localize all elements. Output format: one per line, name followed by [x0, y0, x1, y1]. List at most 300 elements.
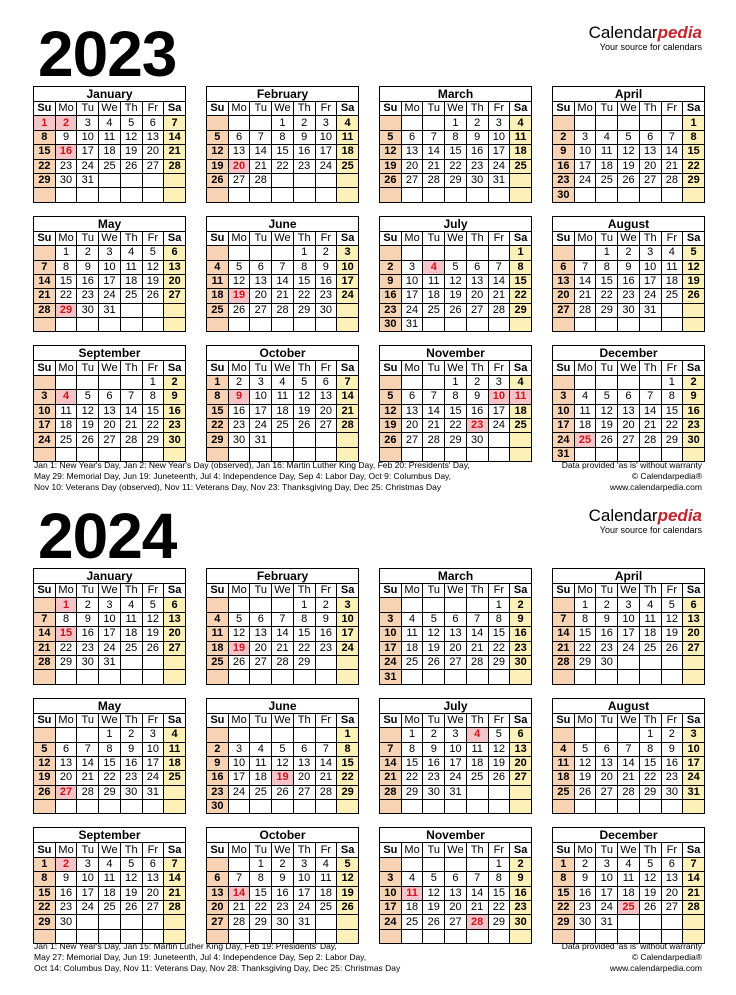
- day-cell[interactable]: 7: [228, 872, 250, 886]
- day-cell[interactable]: 29: [445, 433, 467, 447]
- day-cell[interactable]: 1: [488, 598, 510, 612]
- day-cell[interactable]: 4: [99, 116, 121, 130]
- day-cell[interactable]: 19: [596, 419, 618, 433]
- day-cell[interactable]: 3: [574, 130, 596, 144]
- day-cell[interactable]: 7: [250, 130, 272, 144]
- day-cell[interactable]: 22: [55, 289, 77, 303]
- day-cell[interactable]: 26: [380, 433, 402, 447]
- day-cell[interactable]: 29: [34, 173, 56, 187]
- day-cell[interactable]: 18: [639, 627, 661, 641]
- day-cell[interactable]: 28: [553, 655, 575, 669]
- day-cell[interactable]: 21: [164, 145, 186, 159]
- day-cell[interactable]: 26: [207, 173, 229, 187]
- day-cell[interactable]: 24: [445, 771, 467, 785]
- day-cell[interactable]: 11: [337, 130, 359, 144]
- day-cell[interactable]: 11: [315, 872, 337, 886]
- day-cell[interactable]: 10: [488, 390, 510, 404]
- day-cell[interactable]: 5: [77, 390, 99, 404]
- day-cell[interactable]: 12: [77, 404, 99, 418]
- day-cell[interactable]: 1: [445, 116, 467, 130]
- day-cell[interactable]: 26: [639, 901, 661, 915]
- day-cell[interactable]: 30: [466, 173, 488, 187]
- day-cell[interactable]: 26: [228, 655, 250, 669]
- day-cell[interactable]: 29: [337, 785, 359, 799]
- day-cell[interactable]: 8: [553, 872, 575, 886]
- day-cell[interactable]: 30: [228, 433, 250, 447]
- day-cell[interactable]: 16: [618, 274, 640, 288]
- day-cell[interactable]: 14: [423, 404, 445, 418]
- day-cell[interactable]: 30: [272, 915, 294, 929]
- day-cell[interactable]: 8: [207, 390, 229, 404]
- day-cell[interactable]: 11: [466, 742, 488, 756]
- day-cell[interactable]: 27: [142, 159, 164, 173]
- day-cell[interactable]: 5: [661, 598, 683, 612]
- day-cell[interactable]: 16: [510, 886, 532, 900]
- day-cell[interactable]: 24: [34, 433, 56, 447]
- day-cell[interactable]: 20: [142, 145, 164, 159]
- day-cell[interactable]: 4: [401, 872, 423, 886]
- day-cell[interactable]: 29: [639, 785, 661, 799]
- day-cell[interactable]: 20: [99, 419, 121, 433]
- day-cell[interactable]: 11: [639, 612, 661, 626]
- day-cell[interactable]: 9: [596, 612, 618, 626]
- day-cell[interactable]: 26: [77, 433, 99, 447]
- day-cell[interactable]: 22: [488, 641, 510, 655]
- day-cell[interactable]: 29: [293, 303, 315, 317]
- day-cell[interactable]: 1: [401, 728, 423, 742]
- day-cell[interactable]: 6: [250, 260, 272, 274]
- day-cell[interactable]: 11: [164, 742, 186, 756]
- day-cell[interactable]: 19: [337, 886, 359, 900]
- day-cell[interactable]: 17: [142, 756, 164, 770]
- day-cell[interactable]: 19: [574, 771, 596, 785]
- day-cell[interactable]: 6: [55, 742, 77, 756]
- day-cell[interactable]: 13: [250, 627, 272, 641]
- day-cell[interactable]: 18: [596, 159, 618, 173]
- day-cell[interactable]: 4: [423, 260, 445, 274]
- day-cell[interactable]: 1: [639, 728, 661, 742]
- day-cell[interactable]: 6: [445, 612, 467, 626]
- day-cell[interactable]: 2: [315, 246, 337, 260]
- day-cell[interactable]: 30: [55, 915, 77, 929]
- day-cell[interactable]: 27: [683, 641, 705, 655]
- day-cell[interactable]: 20: [164, 627, 186, 641]
- day-cell[interactable]: 16: [510, 627, 532, 641]
- day-cell[interactable]: 18: [120, 274, 142, 288]
- day-cell[interactable]: 17: [99, 627, 121, 641]
- day-cell[interactable]: 6: [445, 872, 467, 886]
- day-cell[interactable]: 2: [553, 130, 575, 144]
- day-cell[interactable]: 28: [164, 159, 186, 173]
- day-cell[interactable]: 6: [553, 260, 575, 274]
- day-cell[interactable]: 14: [683, 872, 705, 886]
- day-cell[interactable]: 31: [401, 318, 423, 332]
- day-cell[interactable]: 8: [488, 872, 510, 886]
- day-cell[interactable]: 3: [401, 260, 423, 274]
- day-cell[interactable]: 23: [510, 901, 532, 915]
- day-cell[interactable]: 14: [120, 404, 142, 418]
- day-cell[interactable]: 30: [423, 785, 445, 799]
- day-cell[interactable]: 3: [683, 728, 705, 742]
- day-cell[interactable]: 20: [445, 641, 467, 655]
- day-cell[interactable]: 24: [380, 915, 402, 929]
- day-cell[interactable]: 22: [553, 901, 575, 915]
- day-cell[interactable]: 6: [142, 857, 164, 871]
- day-cell[interactable]: 14: [34, 274, 56, 288]
- day-cell[interactable]: 1: [55, 246, 77, 260]
- day-cell[interactable]: 15: [34, 145, 56, 159]
- day-cell[interactable]: 25: [272, 419, 294, 433]
- day-cell[interactable]: 2: [423, 728, 445, 742]
- day-cell[interactable]: 23: [315, 641, 337, 655]
- day-cell[interactable]: 29: [510, 303, 532, 317]
- day-cell[interactable]: 7: [423, 130, 445, 144]
- day-cell[interactable]: 29: [661, 433, 683, 447]
- day-cell[interactable]: 29: [293, 655, 315, 669]
- day-cell[interactable]: 21: [466, 901, 488, 915]
- day-cell[interactable]: 15: [99, 756, 121, 770]
- day-cell[interactable]: 27: [293, 785, 315, 799]
- day-cell[interactable]: 15: [510, 274, 532, 288]
- day-cell[interactable]: 9: [120, 742, 142, 756]
- day-cell[interactable]: 11: [120, 612, 142, 626]
- day-cell[interactable]: 25: [423, 303, 445, 317]
- day-cell[interactable]: 20: [553, 289, 575, 303]
- day-cell[interactable]: 1: [445, 375, 467, 389]
- day-cell[interactable]: 8: [142, 390, 164, 404]
- day-cell[interactable]: 11: [207, 627, 229, 641]
- day-cell[interactable]: 28: [250, 173, 272, 187]
- day-cell[interactable]: 18: [207, 289, 229, 303]
- day-cell[interactable]: 5: [34, 742, 56, 756]
- day-cell[interactable]: 17: [488, 404, 510, 418]
- day-cell[interactable]: 26: [120, 159, 142, 173]
- day-cell[interactable]: 13: [445, 627, 467, 641]
- day-cell[interactable]: 30: [683, 433, 705, 447]
- day-cell[interactable]: 22: [683, 159, 705, 173]
- day-cell[interactable]: 8: [293, 612, 315, 626]
- day-cell[interactable]: 27: [55, 785, 77, 799]
- day-cell[interactable]: 4: [315, 857, 337, 871]
- day-cell[interactable]: 13: [639, 145, 661, 159]
- day-cell[interactable]: 11: [401, 886, 423, 900]
- day-cell[interactable]: 30: [466, 433, 488, 447]
- day-cell[interactable]: 14: [272, 274, 294, 288]
- day-cell[interactable]: 15: [488, 886, 510, 900]
- website-link[interactable]: www.calendarpedia.com: [609, 482, 702, 492]
- day-cell[interactable]: 25: [207, 303, 229, 317]
- day-cell[interactable]: 15: [293, 274, 315, 288]
- day-cell[interactable]: 3: [445, 728, 467, 742]
- day-cell[interactable]: 21: [34, 289, 56, 303]
- day-cell[interactable]: 14: [466, 886, 488, 900]
- day-cell[interactable]: 23: [228, 419, 250, 433]
- day-cell[interactable]: 4: [272, 375, 294, 389]
- day-cell[interactable]: 19: [228, 289, 250, 303]
- day-cell[interactable]: 12: [618, 145, 640, 159]
- day-cell[interactable]: 30: [315, 303, 337, 317]
- day-cell[interactable]: 17: [639, 274, 661, 288]
- day-cell[interactable]: 30: [207, 800, 229, 814]
- day-cell[interactable]: 18: [510, 404, 532, 418]
- day-cell[interactable]: 18: [99, 886, 121, 900]
- day-cell[interactable]: 22: [596, 289, 618, 303]
- day-cell[interactable]: 25: [574, 433, 596, 447]
- day-cell[interactable]: 21: [423, 159, 445, 173]
- day-cell[interactable]: 3: [34, 390, 56, 404]
- day-cell[interactable]: 22: [445, 159, 467, 173]
- day-cell[interactable]: 7: [488, 260, 510, 274]
- day-cell[interactable]: 17: [574, 159, 596, 173]
- day-cell[interactable]: 30: [120, 785, 142, 799]
- day-cell[interactable]: 12: [683, 260, 705, 274]
- day-cell[interactable]: 28: [466, 655, 488, 669]
- day-cell[interactable]: 18: [401, 641, 423, 655]
- day-cell[interactable]: 11: [207, 274, 229, 288]
- day-cell[interactable]: 28: [272, 655, 294, 669]
- day-cell[interactable]: 19: [293, 404, 315, 418]
- day-cell[interactable]: 22: [401, 771, 423, 785]
- day-cell[interactable]: 5: [618, 130, 640, 144]
- day-cell[interactable]: 22: [34, 159, 56, 173]
- day-cell[interactable]: 27: [553, 303, 575, 317]
- day-cell[interactable]: 28: [272, 303, 294, 317]
- day-cell[interactable]: 29: [488, 915, 510, 929]
- day-cell[interactable]: 28: [639, 433, 661, 447]
- day-cell[interactable]: 7: [380, 742, 402, 756]
- day-cell[interactable]: 25: [207, 655, 229, 669]
- day-cell[interactable]: 28: [618, 785, 640, 799]
- day-cell[interactable]: 23: [661, 771, 683, 785]
- day-cell[interactable]: 14: [618, 756, 640, 770]
- day-cell[interactable]: 13: [401, 145, 423, 159]
- day-cell[interactable]: 14: [250, 145, 272, 159]
- day-cell[interactable]: 24: [488, 159, 510, 173]
- day-cell[interactable]: 26: [272, 785, 294, 799]
- day-cell[interactable]: 9: [380, 274, 402, 288]
- day-cell[interactable]: 9: [272, 872, 294, 886]
- day-cell[interactable]: 14: [337, 390, 359, 404]
- day-cell[interactable]: 25: [553, 785, 575, 799]
- day-cell[interactable]: 6: [99, 390, 121, 404]
- day-cell[interactable]: 27: [250, 303, 272, 317]
- day-cell[interactable]: 24: [142, 771, 164, 785]
- day-cell[interactable]: 7: [272, 260, 294, 274]
- day-cell[interactable]: 24: [683, 771, 705, 785]
- day-cell[interactable]: 8: [272, 130, 294, 144]
- day-cell[interactable]: 31: [445, 785, 467, 799]
- day-cell[interactable]: 1: [99, 728, 121, 742]
- day-cell[interactable]: 28: [164, 901, 186, 915]
- day-cell[interactable]: 28: [315, 785, 337, 799]
- day-cell[interactable]: 24: [380, 655, 402, 669]
- day-cell[interactable]: 26: [34, 785, 56, 799]
- day-cell[interactable]: 28: [488, 303, 510, 317]
- day-cell[interactable]: 18: [401, 901, 423, 915]
- day-cell[interactable]: 2: [510, 857, 532, 871]
- day-cell[interactable]: 18: [466, 756, 488, 770]
- day-cell[interactable]: 8: [34, 130, 56, 144]
- day-cell[interactable]: 29: [99, 785, 121, 799]
- day-cell[interactable]: 2: [661, 728, 683, 742]
- day-cell[interactable]: 20: [142, 886, 164, 900]
- day-cell[interactable]: 5: [683, 246, 705, 260]
- day-cell[interactable]: 4: [207, 612, 229, 626]
- day-cell[interactable]: 10: [250, 390, 272, 404]
- day-cell[interactable]: 1: [337, 728, 359, 742]
- day-cell[interactable]: 4: [250, 742, 272, 756]
- day-cell[interactable]: 26: [293, 419, 315, 433]
- day-cell[interactable]: 18: [553, 771, 575, 785]
- day-cell[interactable]: 27: [99, 433, 121, 447]
- day-cell[interactable]: 13: [164, 260, 186, 274]
- day-cell[interactable]: 5: [445, 260, 467, 274]
- day-cell[interactable]: 16: [207, 771, 229, 785]
- day-cell[interactable]: 27: [401, 173, 423, 187]
- day-cell[interactable]: 31: [142, 785, 164, 799]
- day-cell[interactable]: 25: [596, 173, 618, 187]
- day-cell[interactable]: 1: [574, 598, 596, 612]
- day-cell[interactable]: 23: [423, 771, 445, 785]
- day-cell[interactable]: 15: [55, 627, 77, 641]
- day-cell[interactable]: 5: [380, 130, 402, 144]
- day-cell[interactable]: 28: [574, 303, 596, 317]
- day-cell[interactable]: 6: [661, 857, 683, 871]
- day-cell[interactable]: 25: [510, 419, 532, 433]
- day-cell[interactable]: 30: [380, 318, 402, 332]
- day-cell[interactable]: 22: [293, 289, 315, 303]
- day-cell[interactable]: 10: [99, 260, 121, 274]
- day-cell[interactable]: 28: [120, 433, 142, 447]
- day-cell[interactable]: 26: [120, 901, 142, 915]
- day-cell[interactable]: 25: [55, 433, 77, 447]
- day-cell[interactable]: 18: [315, 886, 337, 900]
- day-cell[interactable]: 11: [272, 390, 294, 404]
- day-cell[interactable]: 11: [423, 274, 445, 288]
- day-cell[interactable]: 24: [228, 785, 250, 799]
- day-cell[interactable]: 2: [55, 116, 77, 130]
- day-cell[interactable]: 12: [380, 145, 402, 159]
- day-cell[interactable]: 6: [164, 246, 186, 260]
- day-cell[interactable]: 27: [596, 785, 618, 799]
- day-cell[interactable]: 4: [639, 598, 661, 612]
- day-cell[interactable]: 15: [55, 274, 77, 288]
- day-cell[interactable]: 24: [99, 289, 121, 303]
- day-cell[interactable]: 23: [466, 159, 488, 173]
- day-cell[interactable]: 3: [639, 246, 661, 260]
- day-cell[interactable]: 16: [55, 886, 77, 900]
- day-cell[interactable]: 13: [618, 404, 640, 418]
- day-cell[interactable]: 26: [142, 641, 164, 655]
- day-cell[interactable]: 31: [250, 433, 272, 447]
- day-cell[interactable]: 7: [661, 130, 683, 144]
- day-cell[interactable]: 6: [250, 612, 272, 626]
- day-cell[interactable]: 2: [120, 728, 142, 742]
- day-cell[interactable]: 25: [466, 771, 488, 785]
- day-cell[interactable]: 22: [99, 771, 121, 785]
- day-cell[interactable]: 1: [250, 857, 272, 871]
- day-cell[interactable]: 10: [596, 872, 618, 886]
- day-cell[interactable]: 3: [596, 857, 618, 871]
- day-cell[interactable]: 14: [315, 756, 337, 770]
- day-cell[interactable]: 13: [164, 612, 186, 626]
- day-cell[interactable]: 10: [553, 404, 575, 418]
- day-cell[interactable]: 13: [553, 274, 575, 288]
- day-cell[interactable]: 19: [120, 886, 142, 900]
- day-cell[interactable]: 17: [380, 901, 402, 915]
- day-cell[interactable]: 24: [401, 303, 423, 317]
- day-cell[interactable]: 18: [99, 145, 121, 159]
- day-cell[interactable]: 14: [574, 274, 596, 288]
- day-cell[interactable]: 9: [293, 130, 315, 144]
- day-cell[interactable]: 8: [445, 130, 467, 144]
- day-cell[interactable]: 1: [55, 598, 77, 612]
- day-cell[interactable]: 3: [77, 116, 99, 130]
- day-cell[interactable]: 2: [164, 375, 186, 389]
- day-cell[interactable]: 14: [423, 145, 445, 159]
- day-cell[interactable]: 22: [293, 641, 315, 655]
- day-cell[interactable]: 8: [639, 742, 661, 756]
- day-cell[interactable]: 4: [553, 742, 575, 756]
- day-cell[interactable]: 12: [445, 274, 467, 288]
- day-cell[interactable]: 19: [142, 274, 164, 288]
- day-cell[interactable]: 8: [293, 260, 315, 274]
- day-cell[interactable]: 20: [228, 159, 250, 173]
- day-cell[interactable]: 9: [55, 872, 77, 886]
- day-cell[interactable]: 9: [618, 260, 640, 274]
- day-cell[interactable]: 8: [99, 742, 121, 756]
- day-cell[interactable]: 18: [618, 886, 640, 900]
- day-cell[interactable]: 6: [293, 742, 315, 756]
- day-cell[interactable]: 18: [120, 627, 142, 641]
- day-cell[interactable]: 4: [120, 598, 142, 612]
- day-cell[interactable]: 14: [272, 627, 294, 641]
- day-cell[interactable]: 16: [553, 159, 575, 173]
- day-cell[interactable]: 10: [337, 612, 359, 626]
- day-cell[interactable]: 24: [293, 901, 315, 915]
- day-cell[interactable]: 17: [99, 274, 121, 288]
- day-cell[interactable]: 12: [34, 756, 56, 770]
- day-cell[interactable]: 3: [488, 116, 510, 130]
- day-cell[interactable]: 9: [574, 872, 596, 886]
- day-cell[interactable]: 7: [164, 116, 186, 130]
- day-cell[interactable]: 20: [250, 641, 272, 655]
- day-cell[interactable]: 5: [228, 260, 250, 274]
- day-cell[interactable]: 7: [272, 612, 294, 626]
- day-cell[interactable]: 8: [510, 260, 532, 274]
- day-cell[interactable]: 6: [142, 116, 164, 130]
- day-cell[interactable]: 30: [510, 915, 532, 929]
- day-cell[interactable]: 16: [315, 274, 337, 288]
- day-cell[interactable]: 10: [445, 742, 467, 756]
- day-cell[interactable]: 15: [401, 756, 423, 770]
- day-cell[interactable]: 13: [228, 145, 250, 159]
- day-cell[interactable]: 9: [466, 130, 488, 144]
- day-cell[interactable]: 20: [401, 419, 423, 433]
- day-cell[interactable]: 2: [574, 857, 596, 871]
- day-cell[interactable]: 21: [228, 901, 250, 915]
- day-cell[interactable]: 7: [77, 742, 99, 756]
- day-cell[interactable]: 13: [207, 886, 229, 900]
- day-cell[interactable]: 4: [510, 116, 532, 130]
- day-cell[interactable]: 3: [99, 246, 121, 260]
- day-cell[interactable]: 16: [120, 756, 142, 770]
- day-cell[interactable]: 29: [553, 915, 575, 929]
- day-cell[interactable]: 9: [77, 260, 99, 274]
- day-cell[interactable]: 5: [120, 116, 142, 130]
- day-cell[interactable]: 12: [596, 404, 618, 418]
- day-cell[interactable]: 1: [293, 246, 315, 260]
